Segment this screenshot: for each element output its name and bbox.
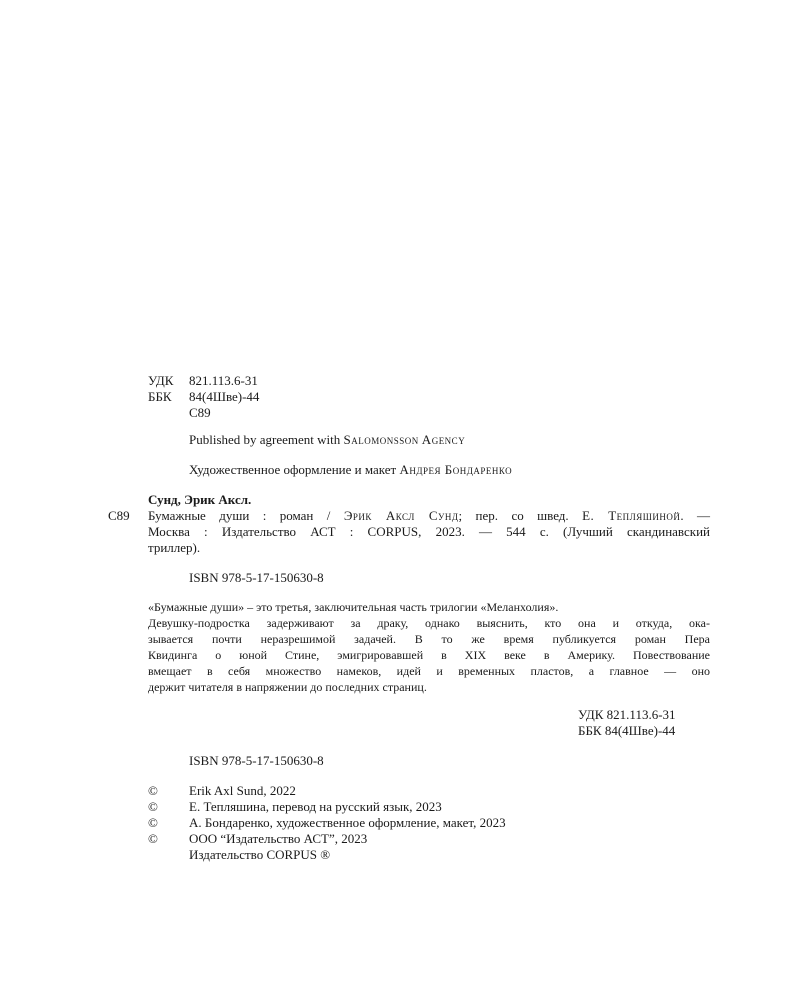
agency-name: Salomonsson Agency	[343, 432, 466, 447]
copyright-text-3: А. Бондаренко, художественное оформление, макет, 2023	[189, 815, 506, 830]
design-prefix: Художественное оформление и макет	[189, 462, 397, 477]
copyright-symbol-2: ©	[148, 799, 158, 814]
bib-end: . —	[680, 508, 710, 523]
bib-line-3: триллер).	[148, 540, 201, 555]
bib-author: Эрик Аксл Сунд	[343, 508, 459, 523]
bib-line-1	[148, 507, 710, 524]
copyright-symbol-3: ©	[148, 815, 158, 830]
publisher-mark: Издательство CORPUS ®	[189, 847, 331, 862]
bbk-label: ББК	[148, 389, 172, 404]
copyright-text-4: ООО “Издательство АСТ”, 2023	[189, 831, 368, 846]
bib-mid: ; пер. со швед.	[458, 508, 583, 523]
annotation-line-4: Квидинга о юной Стине, эмигрировавшей в XIX веке в Америку. Повествование	[148, 648, 710, 662]
isbn-top: ISBN 978-5-17-150630-8	[189, 570, 324, 585]
design-credit-line	[189, 461, 512, 478]
udk-label: УДК	[148, 373, 174, 388]
copyright-symbol-4: ©	[148, 831, 158, 846]
copyright-symbol-1: ©	[148, 783, 158, 798]
margin-author-mark: С89	[108, 508, 130, 523]
isbn-bottom: ISBN 978-5-17-150630-8	[189, 753, 324, 768]
published-by-line	[189, 431, 465, 448]
bbk-value: 84(4Шве)-44	[189, 389, 260, 404]
copyright-text-1: Erik Axl Sund, 2022	[189, 783, 296, 798]
annotation-line-6: держит читателя в напряжении до последних страниц.	[148, 680, 427, 694]
annotation-line-5: вмещает в себя множество намеков, идей и временных пластов, а главное — оно	[148, 664, 710, 678]
udk-value: 821.113.6-31	[189, 373, 258, 388]
annotation-line-3: зывается почти неразрешимой задачей. В то же время публикуется роман Пера	[148, 632, 710, 646]
bbk-bottom: ББК 84(4Шве)-44	[578, 723, 676, 738]
author-mark: С89	[189, 405, 211, 420]
bib-line-2: Москва : Издательство АСТ : CORPUS, 2023. — 544 с. (Лучший скандинавский	[148, 524, 710, 539]
author-heading: Сунд, Эрик Аксл.	[148, 492, 252, 507]
annotation-line-1: «Бумажные души» – это третья, заключительная часть трилогии «Меланхолия».	[148, 600, 559, 614]
udk-bottom: УДК 821.113.6-31	[578, 707, 676, 722]
designer-name: Андрея Бондаренко	[399, 462, 513, 477]
copyright-text-2: Е. Тепляшина, перевод на русский язык, 2023	[189, 799, 442, 814]
published-by-prefix: Published by agreement with	[189, 432, 341, 447]
annotation-line-2: Девушку-подростка задерживают за драку, однако выяснить, кто она и откуда, ока-	[148, 616, 710, 630]
bib-title: Бумажные души : роман /	[148, 508, 344, 523]
bib-translator: Е. Тепляшиной	[582, 508, 681, 523]
